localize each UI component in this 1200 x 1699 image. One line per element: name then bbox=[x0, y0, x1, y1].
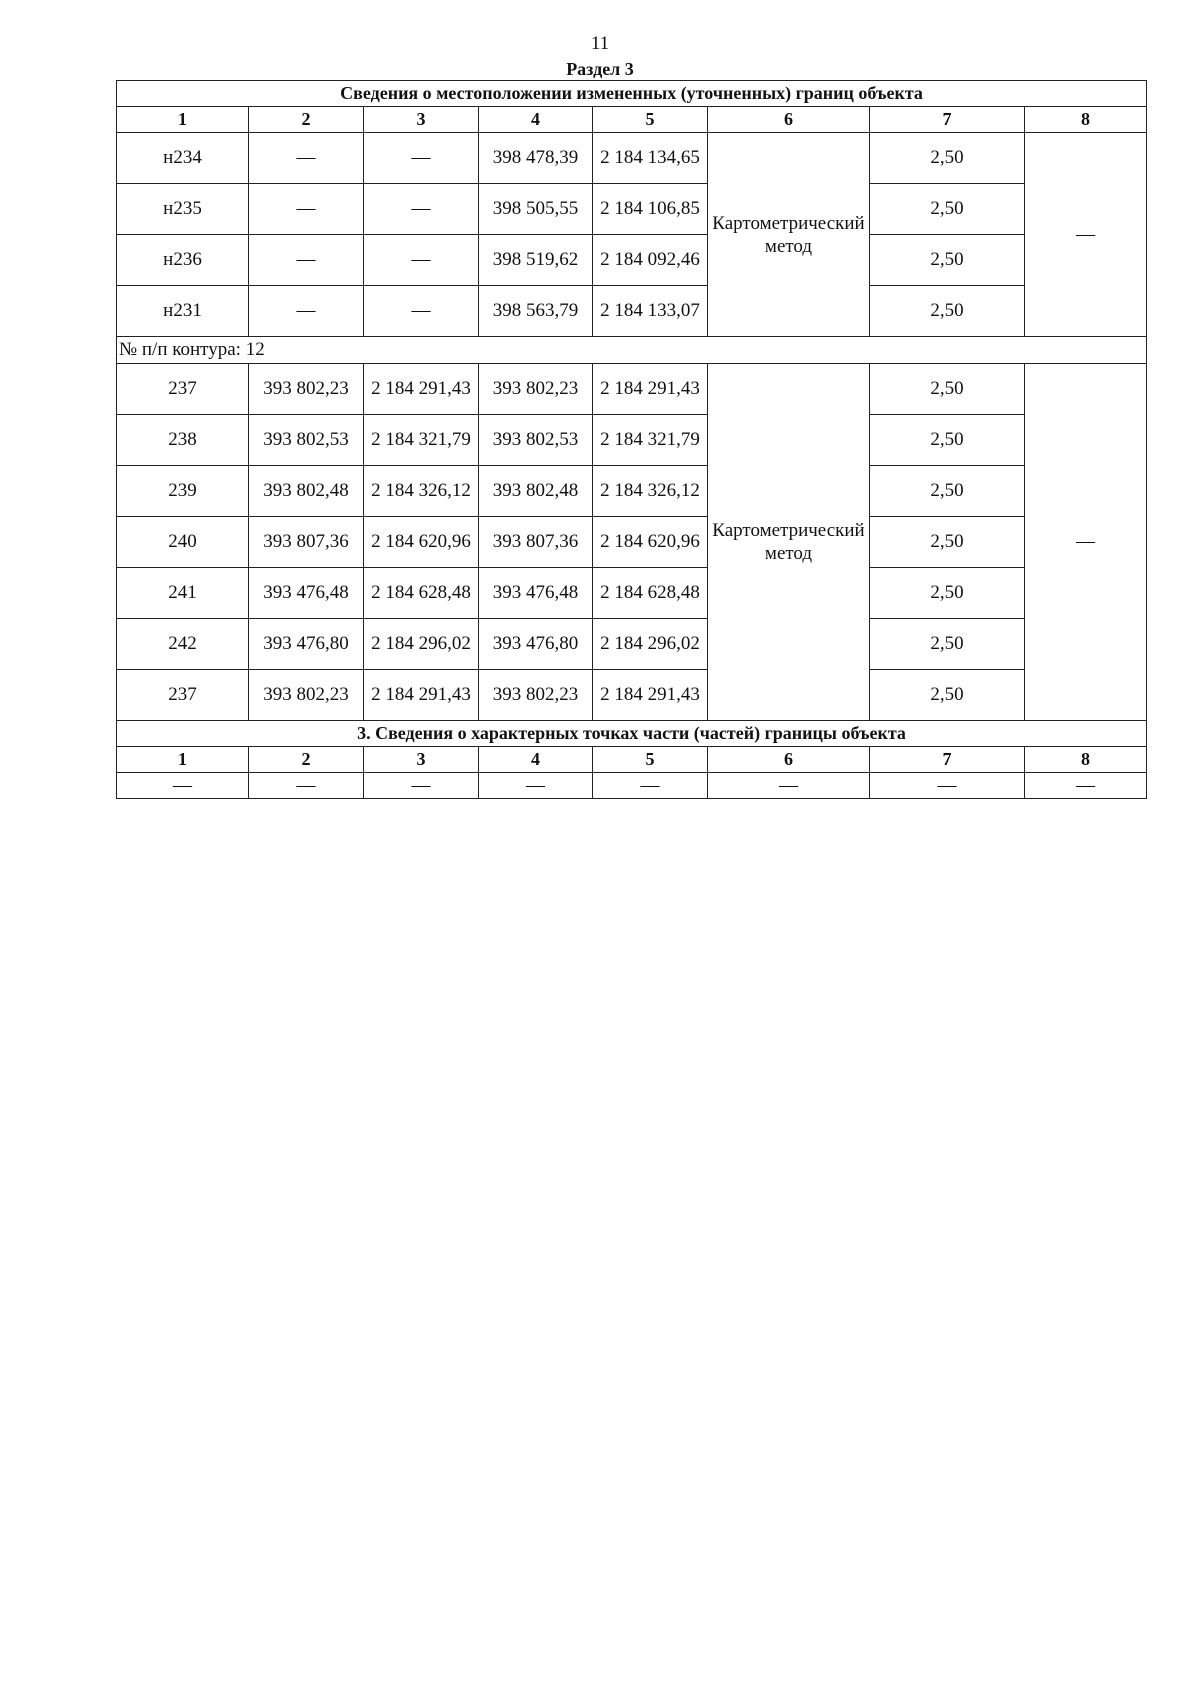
column-number: 3 bbox=[364, 107, 479, 133]
table-row bbox=[117, 184, 1147, 235]
column-number: 8 bbox=[1025, 107, 1147, 133]
accuracy-cell: 2,50 bbox=[870, 133, 1025, 184]
x-new-cell: 393 802,23 bbox=[479, 670, 593, 721]
accuracy-cell: 2,50 bbox=[870, 235, 1025, 286]
table-row bbox=[117, 466, 1147, 517]
x-old-cell: — bbox=[249, 133, 364, 184]
x-old-cell: — bbox=[249, 184, 364, 235]
table-row bbox=[117, 415, 1147, 466]
accuracy-cell: 2,50 bbox=[870, 466, 1025, 517]
column-number: 5 bbox=[593, 107, 708, 133]
part-cell: — bbox=[364, 773, 479, 799]
y-old-cell: — bbox=[364, 133, 479, 184]
point-cell: 238 bbox=[117, 415, 249, 466]
y-new-cell: 2 184 321,79 bbox=[593, 415, 708, 466]
y-new-cell: 2 184 326,12 bbox=[593, 466, 708, 517]
accuracy-cell: 2,50 bbox=[870, 184, 1025, 235]
y-new-cell: 2 184 620,96 bbox=[593, 517, 708, 568]
accuracy-cell: 2,50 bbox=[870, 415, 1025, 466]
table-row bbox=[117, 364, 1147, 415]
column-number: 8 bbox=[1025, 747, 1147, 773]
y-old-cell: 2 184 296,02 bbox=[364, 619, 479, 670]
y-old-cell: 2 184 291,43 bbox=[364, 364, 479, 415]
column-number: 5 bbox=[593, 747, 708, 773]
y-new-cell: 2 184 291,43 bbox=[593, 670, 708, 721]
method-cell: Картометрический метод bbox=[708, 364, 870, 721]
boundary-table bbox=[116, 80, 1147, 799]
point-cell: н231 bbox=[117, 286, 249, 337]
y-old-cell: — bbox=[364, 235, 479, 286]
accuracy-cell: 2,50 bbox=[870, 568, 1025, 619]
table-row bbox=[117, 517, 1147, 568]
x-new-cell: 393 802,48 bbox=[479, 466, 593, 517]
column-number-row bbox=[117, 107, 1147, 133]
x-new-cell: 398 519,62 bbox=[479, 235, 593, 286]
y-old-cell: 2 184 291,43 bbox=[364, 670, 479, 721]
column-number: 2 bbox=[249, 107, 364, 133]
y-old-cell: — bbox=[364, 184, 479, 235]
x-new-cell: 393 802,23 bbox=[479, 364, 593, 415]
table-title: Сведения о местоположении измененных (уточненных) границ объекта bbox=[117, 81, 1147, 107]
y-new-cell: 2 184 134,65 bbox=[593, 133, 708, 184]
table-row bbox=[117, 235, 1147, 286]
table-row bbox=[117, 133, 1147, 184]
point-cell: 239 bbox=[117, 466, 249, 517]
table-row bbox=[117, 670, 1147, 721]
part-cell: — bbox=[1025, 773, 1147, 799]
column-number: 4 bbox=[479, 107, 593, 133]
column-number: 4 bbox=[479, 747, 593, 773]
contour-label: № п/п контура: 12 bbox=[117, 337, 1147, 364]
y-old-cell: 2 184 326,12 bbox=[364, 466, 479, 517]
y-new-cell: 2 184 296,02 bbox=[593, 619, 708, 670]
x-old-cell: 393 802,23 bbox=[249, 364, 364, 415]
part-cell: — bbox=[593, 773, 708, 799]
table-row bbox=[117, 568, 1147, 619]
accuracy-cell: 2,50 bbox=[870, 286, 1025, 337]
accuracy-cell: 2,50 bbox=[870, 670, 1025, 721]
page-number: 11 bbox=[590, 33, 610, 54]
column-number: 7 bbox=[870, 107, 1025, 133]
y-old-cell: 2 184 628,48 bbox=[364, 568, 479, 619]
accuracy-cell: 2,50 bbox=[870, 517, 1025, 568]
point-cell: 242 bbox=[117, 619, 249, 670]
table-row bbox=[117, 619, 1147, 670]
part-cell: — bbox=[249, 773, 364, 799]
accuracy-cell: 2,50 bbox=[870, 364, 1025, 415]
x-old-cell: 393 807,36 bbox=[249, 517, 364, 568]
x-old-cell: 393 476,48 bbox=[249, 568, 364, 619]
part-cell: — bbox=[708, 773, 870, 799]
part-data-row bbox=[117, 773, 1147, 799]
point-cell: н234 bbox=[117, 133, 249, 184]
x-new-cell: 393 807,36 bbox=[479, 517, 593, 568]
column-number: 1 bbox=[117, 107, 249, 133]
part-cell: — bbox=[479, 773, 593, 799]
x-new-cell: 393 476,80 bbox=[479, 619, 593, 670]
point-cell: н236 bbox=[117, 235, 249, 286]
x-old-cell: 393 802,53 bbox=[249, 415, 364, 466]
column-number: 2 bbox=[249, 747, 364, 773]
column-number: 1 bbox=[117, 747, 249, 773]
part-cell: — bbox=[117, 773, 249, 799]
y-new-cell: 2 184 092,46 bbox=[593, 235, 708, 286]
part-table-title: 3. Сведения о характерных точках части (частей) границы объекта bbox=[117, 721, 1147, 747]
x-new-cell: 393 476,48 bbox=[479, 568, 593, 619]
y-new-cell: 2 184 133,07 bbox=[593, 286, 708, 337]
y-new-cell: 2 184 106,85 bbox=[593, 184, 708, 235]
part-cell: — bbox=[870, 773, 1025, 799]
point-cell: 241 bbox=[117, 568, 249, 619]
section-title: Раздел 3 bbox=[566, 59, 634, 79]
y-old-cell: — bbox=[364, 286, 479, 337]
x-old-cell: 393 476,80 bbox=[249, 619, 364, 670]
point-cell: 237 bbox=[117, 670, 249, 721]
point-cell: н235 bbox=[117, 184, 249, 235]
col8-cell: — bbox=[1025, 133, 1147, 337]
x-old-cell: 393 802,48 bbox=[249, 466, 364, 517]
col8-cell: — bbox=[1025, 364, 1147, 721]
column-number: 6 bbox=[708, 747, 870, 773]
x-new-cell: 398 563,79 bbox=[479, 286, 593, 337]
point-cell: 237 bbox=[117, 364, 249, 415]
part-title-row bbox=[117, 721, 1147, 747]
part-column-number-row bbox=[117, 747, 1147, 773]
x-new-cell: 398 478,39 bbox=[479, 133, 593, 184]
table-row bbox=[117, 286, 1147, 337]
x-old-cell: — bbox=[249, 286, 364, 337]
y-new-cell: 2 184 628,48 bbox=[593, 568, 708, 619]
method-cell: Картометрический метод bbox=[708, 133, 870, 337]
y-new-cell: 2 184 291,43 bbox=[593, 364, 708, 415]
x-old-cell: — bbox=[249, 235, 364, 286]
contour-row bbox=[117, 337, 1147, 364]
column-number: 6 bbox=[708, 107, 870, 133]
x-new-cell: 393 802,53 bbox=[479, 415, 593, 466]
point-cell: 240 bbox=[117, 517, 249, 568]
x-old-cell: 393 802,23 bbox=[249, 670, 364, 721]
y-old-cell: 2 184 620,96 bbox=[364, 517, 479, 568]
column-number: 3 bbox=[364, 747, 479, 773]
y-old-cell: 2 184 321,79 bbox=[364, 415, 479, 466]
accuracy-cell: 2,50 bbox=[870, 619, 1025, 670]
column-number: 7 bbox=[870, 747, 1025, 773]
x-new-cell: 398 505,55 bbox=[479, 184, 593, 235]
